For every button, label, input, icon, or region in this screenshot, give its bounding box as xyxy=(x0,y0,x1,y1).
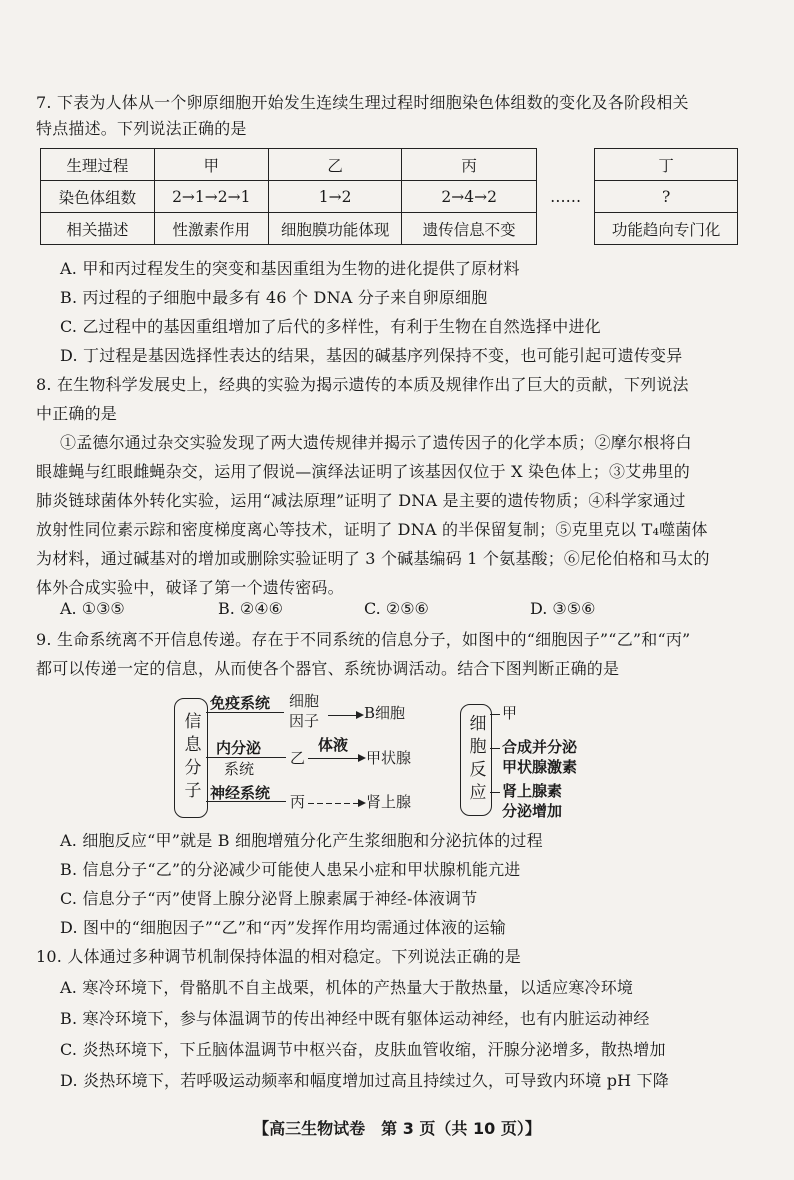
arrow-to-adrenal xyxy=(308,803,364,804)
label-b-cell: B细胞 xyxy=(364,704,406,722)
label-endocrine-1: 内分泌 xyxy=(216,739,262,757)
q8-body-line: 眼雄蝇与红眼雌蝇杂交，运用了假说—演绎法证明了该基因仅位于 X 染色体上；③艾弗里的 xyxy=(36,462,690,481)
cell-desc-jia: 性激素作用 xyxy=(154,213,268,245)
q8-options xyxy=(60,598,740,620)
label-cytokine-1: 细胞 xyxy=(289,692,320,710)
cell-process-ding: 丁 xyxy=(595,149,738,181)
table-ellipsis: …… xyxy=(536,149,594,245)
q9-stem-line2: 都可以传递一定的信息，从而使各个器官、系统协调活动。结合下图判断正确的是 xyxy=(36,659,620,678)
q10-stem: 10. 人体通过多种调节机制保持体温的相对稳定。下列说法正确的是 xyxy=(36,947,521,966)
q9-diagram xyxy=(172,690,622,820)
q7-option-d: D. 丁过程是基因选择性表达的结果，基因的碱基序列保持不变，也可能引起可遗传变异 xyxy=(60,346,683,365)
q9-option-b: B. 信息分子“乙”的分泌减少可能使人患呆小症和甲状腺机能亢进 xyxy=(60,860,521,879)
q7-option-a: A. 甲和丙过程发生的突变和基因重组为生物的进化提供了原材料 xyxy=(60,259,520,278)
q8-body-line: ①孟德尔通过杂交实验发现了两大遗传规律并揭示了遗传因子的化学本质；②摩尔根将白 xyxy=(60,433,692,452)
q8-option-c: C. ②⑤⑥ xyxy=(364,599,429,618)
cell-count-bing: 2→4→2 xyxy=(402,181,536,213)
label-body-fluid: 体液 xyxy=(318,736,349,754)
q10-option-b: B. 寒冷环境下，参与体温调节的传出神经中既有躯体运动神经，也有内脏运动神经 xyxy=(60,1009,650,1028)
label-thyroid-response-1: 合成并分泌 xyxy=(502,738,578,756)
q9-option-d: D. 图中的“细胞因子”“乙”和“丙”发挥作用均需通过体液的运输 xyxy=(60,918,506,937)
label-thyroid: 甲状腺 xyxy=(366,749,412,767)
cell-desc-bing: 遗传信息不变 xyxy=(402,213,536,245)
cell-desc-yi: 细胞膜功能体现 xyxy=(268,213,402,245)
label-adrenal-response-1: 肾上腺素 xyxy=(502,782,563,800)
label-endocrine-2: 系统 xyxy=(224,760,255,778)
q7-option-b: B. 丙过程的子细胞中最多有 46 个 DNA 分子来自卵原细胞 xyxy=(60,288,488,307)
row-header-process: 生理过程 xyxy=(41,149,155,181)
arrow-to-thyroid xyxy=(308,758,364,759)
q10-option-c: C. 炎热环境下，下丘脑体温调节中枢兴奋，皮肤血管收缩，汗腺分泌增多，散热增加 xyxy=(60,1040,666,1059)
response-line-adrenal xyxy=(490,792,500,793)
label-adrenal-response-2: 分泌增加 xyxy=(502,802,563,820)
q7-table xyxy=(40,148,738,245)
q8-body-line: 体外合成实验中，破译了第一个遗传密码。 xyxy=(36,578,344,597)
cell-count-ding: ? xyxy=(595,181,738,213)
arrow-to-b-cell xyxy=(328,715,362,716)
q8-body-line: 为材料，通过碱基对的增加或删除实验证明了 3 个碱基编码 1 个氨基酸；⑥尼伦伯格和马太的 xyxy=(36,549,710,568)
label-thyroid-response-2: 甲状腺激素 xyxy=(502,758,578,776)
row-header-count: 染色体组数 xyxy=(41,181,155,213)
label-immune-system: 免疫系统 xyxy=(210,694,271,712)
q7-stem-line2: 特点描述。下列说法正确的是 xyxy=(36,119,247,138)
response-line-thyroid xyxy=(490,748,500,749)
label-bing: 丙 xyxy=(290,793,306,811)
cell-count-jia: 2→1→2→1 xyxy=(154,181,268,213)
cell-count-yi: 1→2 xyxy=(268,181,402,213)
q10-option-d: D. 炎热环境下，若呼吸运动频率和幅度增加过高且持续过久，可导致内环境 pH 下降 xyxy=(60,1071,669,1090)
info-molecule-box: 信息分子 xyxy=(174,698,208,818)
label-jia: 甲 xyxy=(502,704,518,722)
q8-stem-line1: 8. 在生物科学发展史上，经典的实验为揭示遗传的本质及规律作出了巨大的贡献，下列说法 xyxy=(36,375,689,394)
cell-process-bing: 丙 xyxy=(402,149,536,181)
branch-line-endocrine xyxy=(206,757,286,758)
label-cytokine-2: 因子 xyxy=(289,712,320,730)
q8-body-line: 肺炎链球菌体外转化实验，运用“减法原理”证明了 DNA 是主要的遗传物质；④科学家通过 xyxy=(36,491,686,510)
cell-desc-ding: 功能趋向专门化 xyxy=(595,213,738,245)
q7-stem-line1: 7. 下表为人体从一个卵原细胞开始发生连续生理过程时细胞染色体组数的变化及各阶段相关 xyxy=(36,93,689,112)
page-footer: 【高三生物试卷 第 3 页（共 10 页）】 xyxy=(253,1119,541,1138)
row-header-desc: 相关描述 xyxy=(41,213,155,245)
q10-option-a: A. 寒冷环境下，骨骼肌不自主战栗，机体的产热量大于散热量，以适应寒冷环境 xyxy=(60,978,634,997)
label-adrenal: 肾上腺 xyxy=(366,793,412,811)
label-nervous-system: 神经系统 xyxy=(210,784,271,802)
q9-option-a: A. 细胞反应“甲”就是 B 细胞增殖分化产生浆细胞和分泌抗体的过程 xyxy=(60,831,543,850)
branch-line-immune xyxy=(206,712,284,713)
q8-stem-line2: 中正确的是 xyxy=(36,404,118,423)
cell-process-jia: 甲 xyxy=(154,149,268,181)
response-line-jia xyxy=(490,714,500,715)
label-yi: 乙 xyxy=(290,749,306,767)
cell-response-box: 细胞反应 xyxy=(460,704,492,816)
q7-option-c: C. 乙过程中的基因重组增加了后代的多样性，有利于生物在自然选择中进化 xyxy=(60,317,601,336)
q8-body-line: 放射性同位素示踪和密度梯度离心等技术，证明了 DNA 的半保留复制；⑤克里克以 T₄噬菌体 xyxy=(36,520,708,539)
table-row xyxy=(41,149,738,181)
q8-option-a: A. ①③⑤ xyxy=(60,599,125,618)
table-row xyxy=(41,181,738,213)
q9-option-c: C. 信息分子“丙”使肾上腺分泌肾上腺素属于神经-体液调节 xyxy=(60,889,478,908)
cell-process-yi: 乙 xyxy=(268,149,402,181)
table-row xyxy=(41,213,738,245)
q8-option-b: B. ②④⑥ xyxy=(218,599,283,618)
q9-stem-line1: 9. 生命系统离不开信息传递。存在于不同系统的信息分子，如图中的“细胞因子”“乙”和“丙” xyxy=(36,630,691,649)
q8-option-d: D. ③⑤⑥ xyxy=(530,599,596,618)
